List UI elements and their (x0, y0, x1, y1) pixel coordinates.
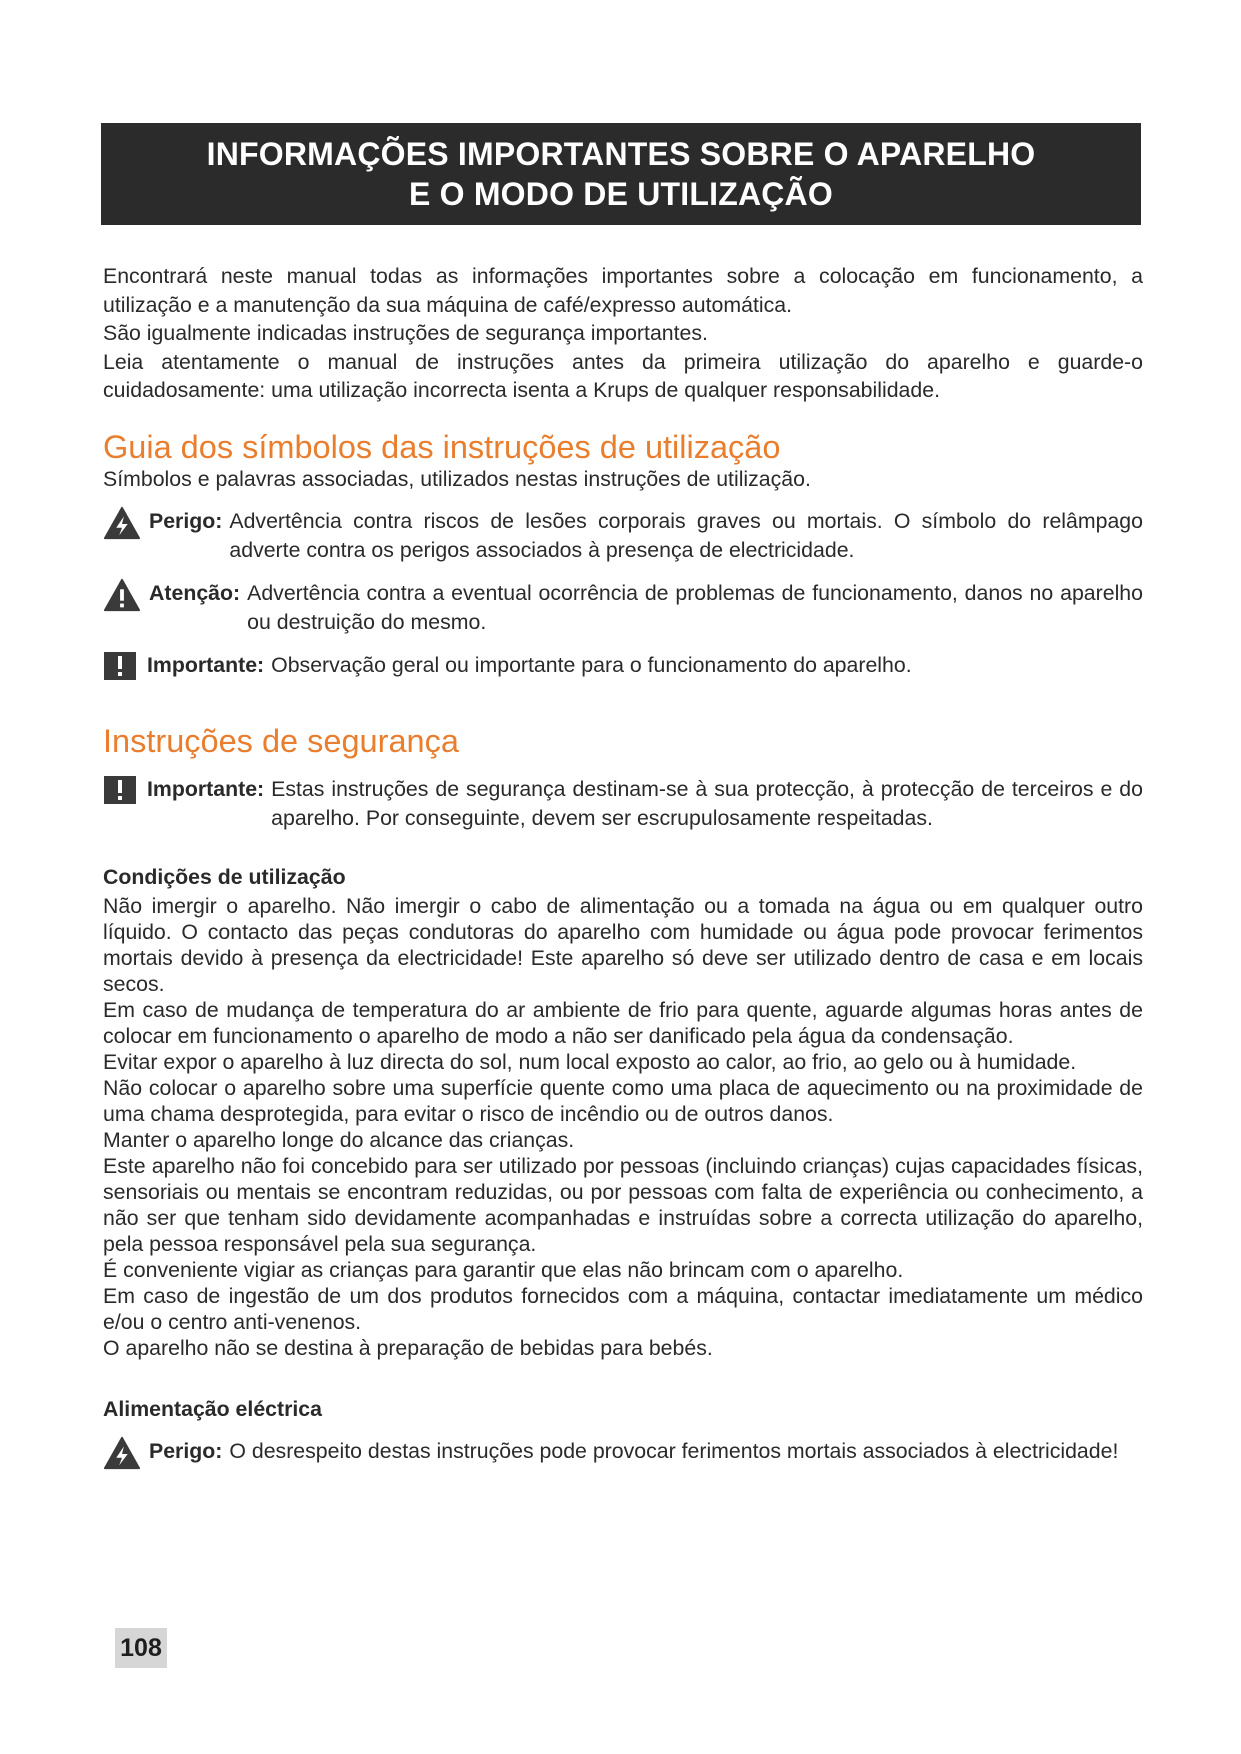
warning-icon (103, 577, 141, 613)
danger-description: Advertência contra riscos de lesões corporais graves ou mortais. O símbolo do relâmpago adverte contra os perigos associados à presença de electricidade. (229, 509, 1143, 562)
symbol-row-danger (103, 507, 1143, 565)
danger-lightning-icon (103, 1435, 141, 1471)
power-danger-label: Perigo: (149, 1439, 223, 1463)
conditions-paragraph: O aparelho não se destina à preparação de bebidas para bebés. (103, 1336, 713, 1360)
symbols-guide-subtitle: Símbolos e palavras associadas, utilizados nestas instruções de utilização. (103, 466, 811, 491)
conditions-paragraph: Evitar expor o aparelho à luz directa do sol, num local exposto ao calor, ao frio, ao gelo ou à humidade. (103, 1050, 1077, 1074)
important-description: Observação geral ou importante para o funcionamento do aparelho. (271, 653, 912, 677)
safety-important-label: Importante: (147, 777, 265, 801)
intro-paragraph-1: Encontrará neste manual todas as informações importantes sobre a colocação em funcionamento, a utilização e a manutenção da sua máquina de café/expresso automática. (103, 264, 1143, 317)
danger-label: Perigo: (149, 509, 223, 533)
intro-paragraph-2: São igualmente indicadas instruções de segurança importantes. (103, 321, 708, 345)
page-title-line-2: E O MODO DE UTILIZAÇÃO (409, 176, 833, 212)
main-content (103, 262, 1143, 1471)
conditions-paragraph: Não colocar o aparelho sobre uma superfície quente como uma placa de aquecimento ou na proximidade de uma chama desprotegida, para evitar o risco de incêndio ou de outros danos. (103, 1076, 1143, 1126)
page-title-banner (101, 123, 1141, 225)
power-danger-text: O desrespeito destas instruções pode provocar ferimentos mortais associados à electricidade! (229, 1439, 1119, 1463)
power-heading: Alimentação eléctrica (103, 1397, 322, 1421)
conditions-text (103, 893, 1143, 1361)
conditions-heading: Condições de utilização (103, 865, 346, 889)
important-label: Importante: (147, 653, 265, 677)
conditions-paragraph: Em caso de mudança de temperatura do ar ambiente de frio para quente, aguarde algumas horas antes de colocar em funcionamento o aparelho de modo a não ser danificado pela água da condensação. (103, 998, 1143, 1048)
conditions-paragraph: Este aparelho não foi concebido para ser utilizado por pessoas (incluindo crianças) cujas capacidades físicas, sensoriais ou mentais se encontram reduzidas, ou por pessoas com falta de experiência ou conhecimento, a não ser que tenham sido devidamente acompanhadas e instruídas sobre a correcta utilização do aparelho, pela pessoa responsável pela sua segurança. (103, 1154, 1143, 1256)
warning-description: Advertência contra a eventual ocorrência de problemas de funcionamento, danos no aparelho ou destruição do mesmo. (247, 581, 1143, 634)
important-icon (103, 651, 137, 681)
danger-lightning-icon (103, 505, 141, 541)
symbols-guide-heading: Guia dos símbolos das instruções de utilização (103, 428, 781, 465)
warning-label: Atenção: (149, 581, 241, 605)
symbol-row-important (103, 651, 1143, 681)
safety-important-text: Estas instruções de segurança destinam-se à sua protecção, à protecção de terceiros e do aparelho. Por conseguinte, devem ser escrupulosamente respeitadas. (271, 777, 1143, 830)
power-danger-row (103, 1437, 1143, 1471)
conditions-paragraph: É conveniente vigiar as crianças para garantir que elas não brincam com o aparelho. (103, 1258, 904, 1282)
important-icon (103, 775, 137, 805)
safety-important-row (103, 775, 1143, 833)
intro-paragraph-3: Leia atentamente o manual de instruções antes da primeira utilização do aparelho e guarde-o cuidadosamente: uma utilização incorrecta isenta a Krups de qualquer responsabilidade. (103, 349, 1143, 402)
conditions-paragraph: Manter o aparelho longe do alcance das crianças. (103, 1128, 575, 1152)
conditions-paragraph: Em caso de ingestão de um dos produtos fornecidos com a máquina, contactar imediatamente um médico e/ou o centro anti-venenos. (103, 1284, 1143, 1334)
safety-heading: Instruções de segurança (103, 723, 459, 759)
conditions-paragraph: Não imergir o aparelho. Não imergir o cabo de alimentação ou a tomada na água ou em qualquer outro líquido. O contacto das peças condutoras do aparelho com humidade ou água pode provocar ferimentos mortais devido à presença da electricidade! Este aparelho só deve ser utilizado dentro de casa e em locais secos. (103, 894, 1143, 996)
page-title-line-1: INFORMAÇÕES IMPORTANTES SOBRE O APARELHO (206, 136, 1036, 172)
page-number: 108 (115, 1628, 167, 1668)
symbol-row-warning (103, 579, 1143, 637)
